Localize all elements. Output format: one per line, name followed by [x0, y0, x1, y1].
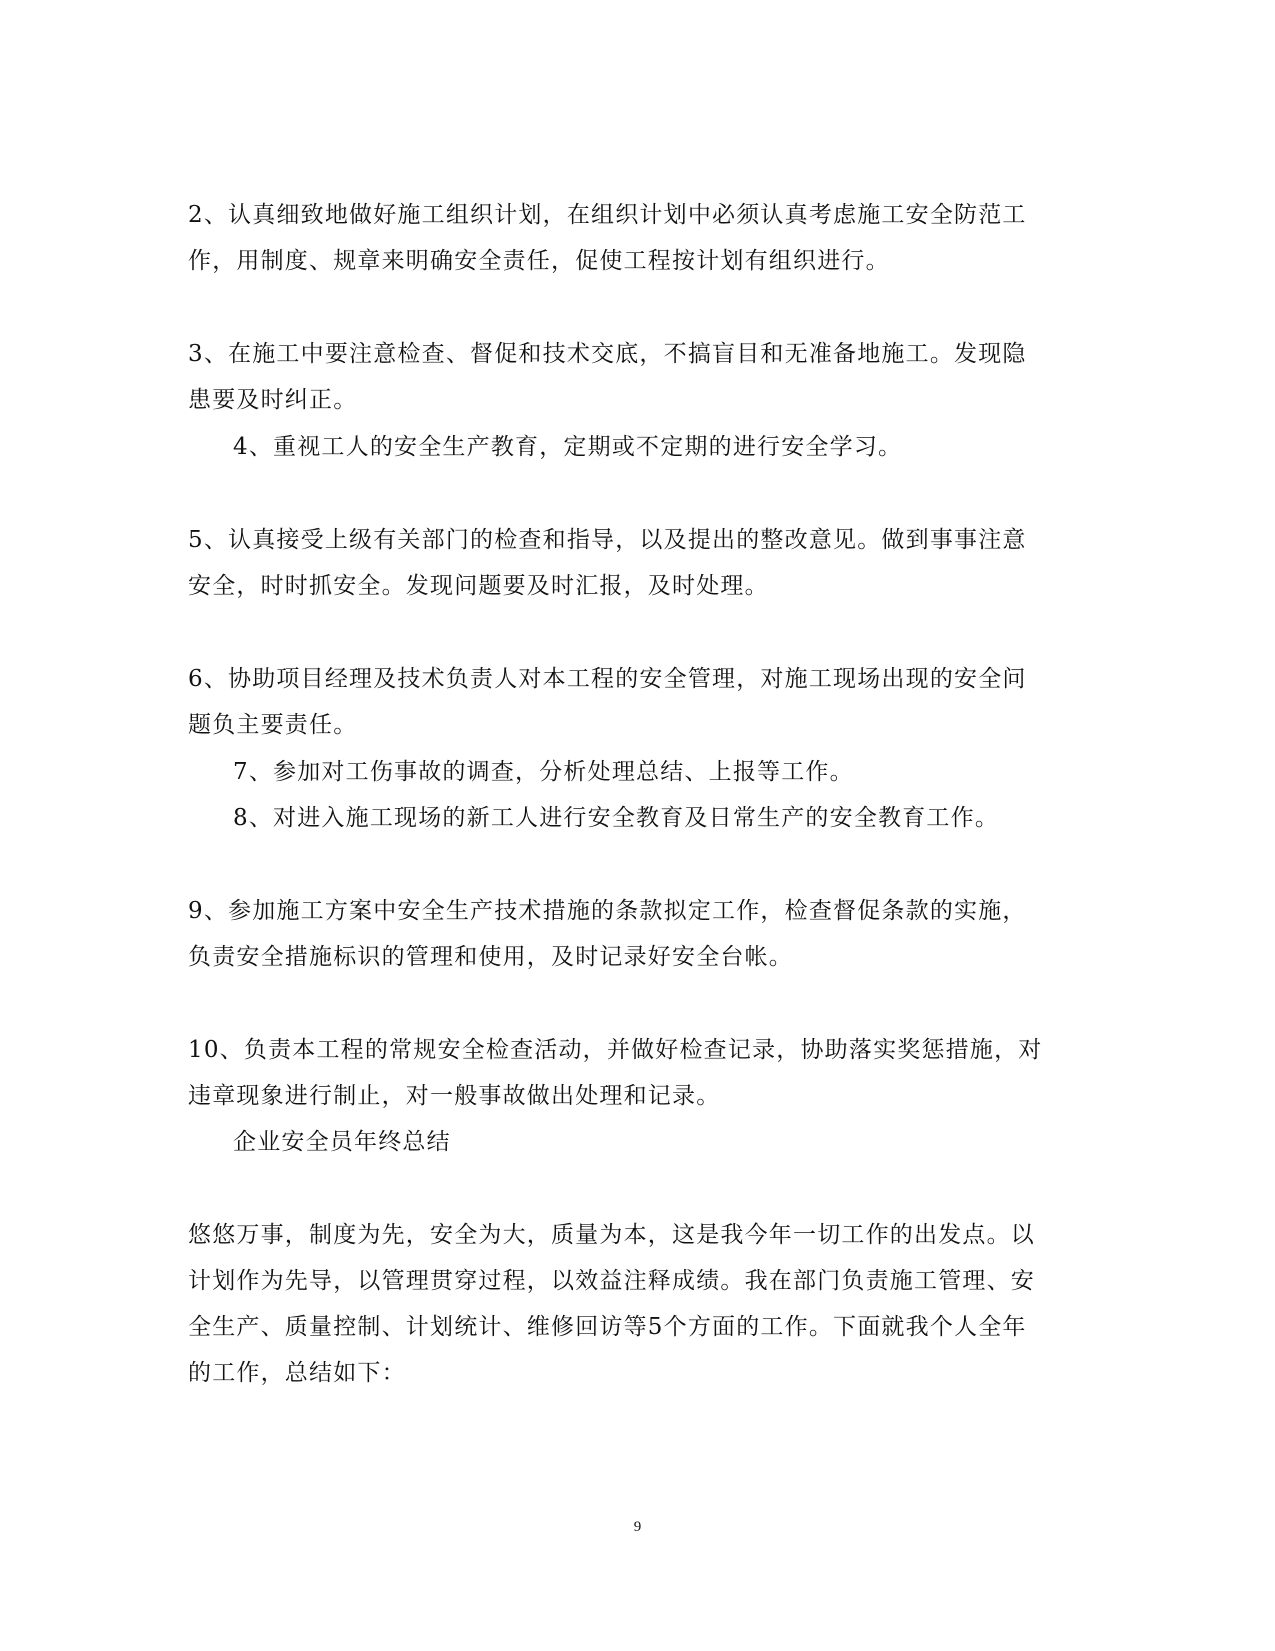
paragraph-7-line-1: 7、参加对工伤事故的调查，分析处理总结、上报等工作。 [233, 759, 854, 785]
intro-line-2: 计划作为先导，以管理贯穿过程，以效益注释成绩。我在部门负责施工管理、安 [188, 1268, 1035, 1294]
paragraph-6-line-2: 题负主要责任。 [188, 712, 358, 738]
intro-line-3: 全生产、质量控制、计划统计、维修回访等5个方面的工作。下面就我个人全年 [188, 1314, 1027, 1340]
section-title: 企业安全员年终总结 [233, 1129, 451, 1155]
paragraph-8-line-1: 8、对进入施工现场的新工人进行安全教育及日常生产的安全教育工作。 [233, 805, 1000, 831]
page-number: 9 [633, 1519, 642, 1535]
paragraph-3-line-2: 患要及时纠正。 [188, 387, 358, 413]
paragraph-4-line-1: 4、重视工人的安全生产教育，定期或不定期的进行安全学习。 [233, 434, 903, 460]
paragraph-5-line-1: 5、认真接受上级有关部门的检查和指导，以及提出的整改意见。做到事事注意 [188, 527, 1027, 553]
paragraph-9-line-2: 负责安全措施标识的管理和使用，及时记录好安全台帐。 [188, 944, 793, 970]
paragraph-3-line-1: 3、在施工中要注意检查、督促和技术交底，不搞盲目和无准备地施工。发现隐 [188, 341, 1027, 367]
paragraph-2-line-1: 2、认真细致地做好施工组织计划，在组织计划中必须认真考虑施工安全防范工 [188, 202, 1027, 228]
intro-line-4: 的工作，总结如下： [188, 1360, 406, 1386]
paragraph-10-line-2: 违章现象进行制止，对一般事故做出处理和记录。 [188, 1083, 721, 1109]
paragraph-6-line-1: 6、协助项目经理及技术负责人对本工程的安全管理，对施工现场出现的安全问 [188, 666, 1027, 692]
paragraph-5-line-2: 安全，时时抓安全。发现问题要及时汇报，及时处理。 [188, 573, 769, 599]
paragraph-9-line-1: 9、参加施工方案中安全生产技术措施的条款拟定工作，检查督促条款的实施， [188, 898, 1027, 924]
paragraph-10-line-1: 10、负责本工程的常规安全检查活动，并做好检查记录，协助落实奖惩措施，对 [188, 1037, 1043, 1063]
intro-line-1: 悠悠万事，制度为先，安全为大，质量为本，这是我今年一切工作的出发点。以 [188, 1222, 1035, 1248]
paragraph-2-line-2: 作，用制度、规章来明确安全责任，促使工程按计划有组织进行。 [188, 248, 890, 274]
